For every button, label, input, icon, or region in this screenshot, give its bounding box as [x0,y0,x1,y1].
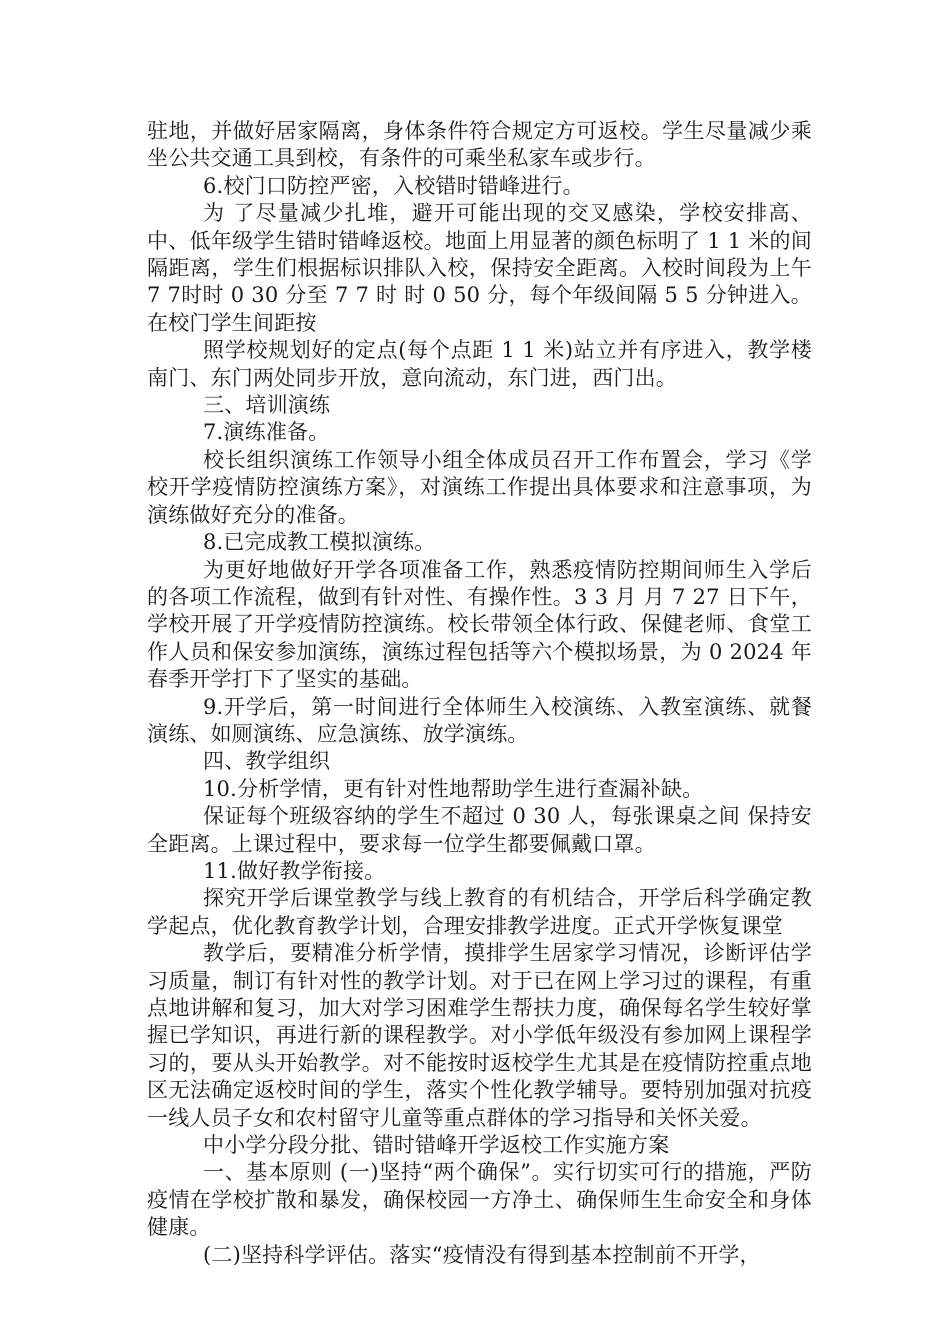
paragraph-basic-principles: 一、基本原则 (一)坚持“两个确保”。实行切实可行的措施，严防疫情在学校扩散和暴发，确保校园一方净土、确保师生生命安全和身体健康。 [147,1160,812,1240]
item-8-heading: 8.已完成教工模拟演练。 [203,530,436,555]
plan-title: 中小学分段分批、错时错峰开学返校工作实施方案 [203,1133,670,1158]
item-10-heading: 10.分析学情，更有针对性地帮助学生进行查漏补缺。 [203,776,704,801]
paragraph-class-size: 保证每个班级容纳的学生不超过 0 30 人，每张课桌之间 保持安全距离。上课过程中，要求每一位学生都要佩戴口罩。 [147,804,812,856]
item-9-paragraph: 9.开学后，第一时间进行全体师生入校演练、入教室演练、就餐演练、如厕演练、应急演练、放学演练。 [147,694,812,746]
item-7-heading: 7.演练准备。 [203,420,330,445]
item-6-heading: 6.校门口防控严密，入校错时错峰进行。 [203,173,584,198]
paragraph-staggered-entry: 为 了尽量减少扎堆，避开可能出现的交叉感染，学校安排高、中、低年级学生错时错峰返校。地面上用显著的颜色标明了 1 1 米的间隔距离，学生们根据标识排队入校，保持安全距离。入校时间段为上午 7 7时时 0 30 分至 7 7 时 时 0 50 分，每个年级间隔 5 5 分钟进入。在校门学生间距按 [147,201,812,335]
paragraph-scientific-assessment: (二)坚持科学评估。落实“疫情没有得到基本控制前不开学， [203,1242,761,1267]
document-body [147,118,812,1269]
paragraph-teaching-plan: 教学后，要精准分析学情，摸排学生居家学习情况，诊断评估学习质量，制订有针对性的教学计划。对于已在网上学习过的课程，有重点地讲解和复习，加大对学习困难学生帮扶力度，确保每名学生较好掌握已学知识，再进行新的课程教学。对小学低年级没有参加网上课程学习的，要从头开始教学。对不能按时返校学生尤其是在疫情防控重点地区无法确定返校时间的学生，落实个性化教学辅导。要特别加强对抗疫一线人员子女和农村留守儿童等重点群体的学习指导和关怀关爱。 [147,941,812,1130]
section-3-heading: 三、培训演练 [203,393,331,418]
paragraph-drill-preparation: 校长组织演练工作领导小组全体成员召开工作布置会，学习《学校开学疫情防控演练方案》，对演练工作提出具体要求和注意事项，为演练做好充分的准备。 [147,447,812,527]
section-4-heading: 四、教学组织 [203,749,331,774]
paragraph-staff-drill: 为更好地做好开学各项准备工作，熟悉疫情防控期间师生入学后的各项工作流程，做到有针对性、有操作性。3 3 月 月 7 27 日下午，学校开展了开学疫情防控演练。校长带领全体行政、保健老师、食堂工作人员和保安参加演练，演练过程包括等六个模拟场景，为 0 2024 年春季开学打下了坚实的基础。 [147,557,812,692]
paragraph-entry-points: 照学校规划好的定点(每个点距 1 1 米)站立并有序进入，教学楼南门、东门两处同步开放，意向流动，东门进，西门出。 [147,338,812,390]
paragraph-continued-text: 驻地，并做好居家隔离，身体条件符合规定方可返校。学生尽量减少乘坐公共交通工具到校，有条件的可乘坐私家车或步行。 [147,119,812,171]
paragraph-teaching-connection: 探究开学后课堂教学与线上教育的有机结合，开学后科学确定教学起点，优化教育教学计划，合理安排教学进度。正式开学恢复课堂 [147,886,812,938]
item-11-heading: 11.做好教学衔接。 [203,858,386,883]
